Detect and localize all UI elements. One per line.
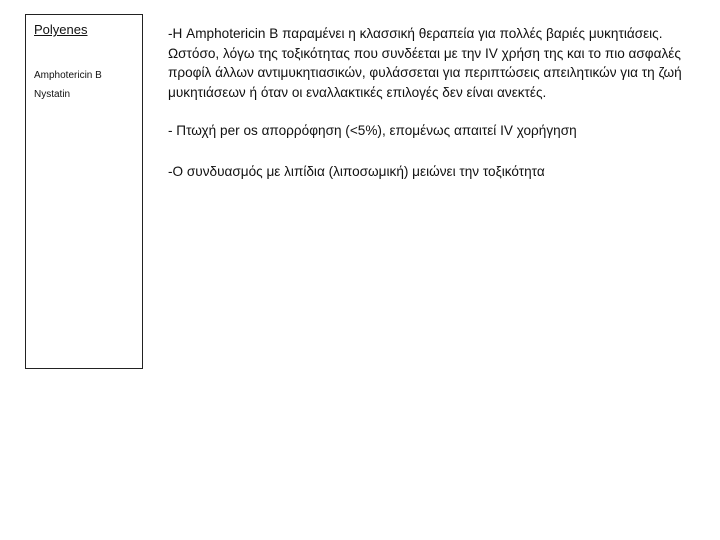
- paragraph-oral-absorption: - Πτωχή per os απορρόφηση (<5%), επομένως απαιτεί IV χορήγηση: [168, 123, 577, 138]
- drug-class-title: Polyenes: [34, 22, 88, 37]
- paragraph-lipid-formulation: -Ο συνδυασμός με λιπίδια (λιποσωμική) μειώνει την τοξικότητα: [168, 163, 545, 179]
- drug-list: [34, 66, 102, 104]
- drug-item-amphotericin-b: Amphotericin B: [34, 70, 102, 81]
- drug-class-box: [25, 14, 143, 369]
- paragraph-amphotericin-overview: -Η Amphotericin B παραμένει η κλασσική θεραπεία για πολλές βαριές μυκητιάσεις. Ωστόσο, λόγω της τοξικότητας που συνδέεται με την IV χρήση της και το πιο ασφαλές προφίλ άλλων αντιμυκητιασικών, φυλάσσεται για περιπτώσεις απειλητικών για τη ζωή μυκητιάσεων ή όταν οι εναλλακτικές επιλογές δεν είναι ανεκτές.: [168, 26, 682, 100]
- drug-item-nystatin: Nystatin: [34, 89, 71, 100]
- main-text-block: [168, 24, 698, 181]
